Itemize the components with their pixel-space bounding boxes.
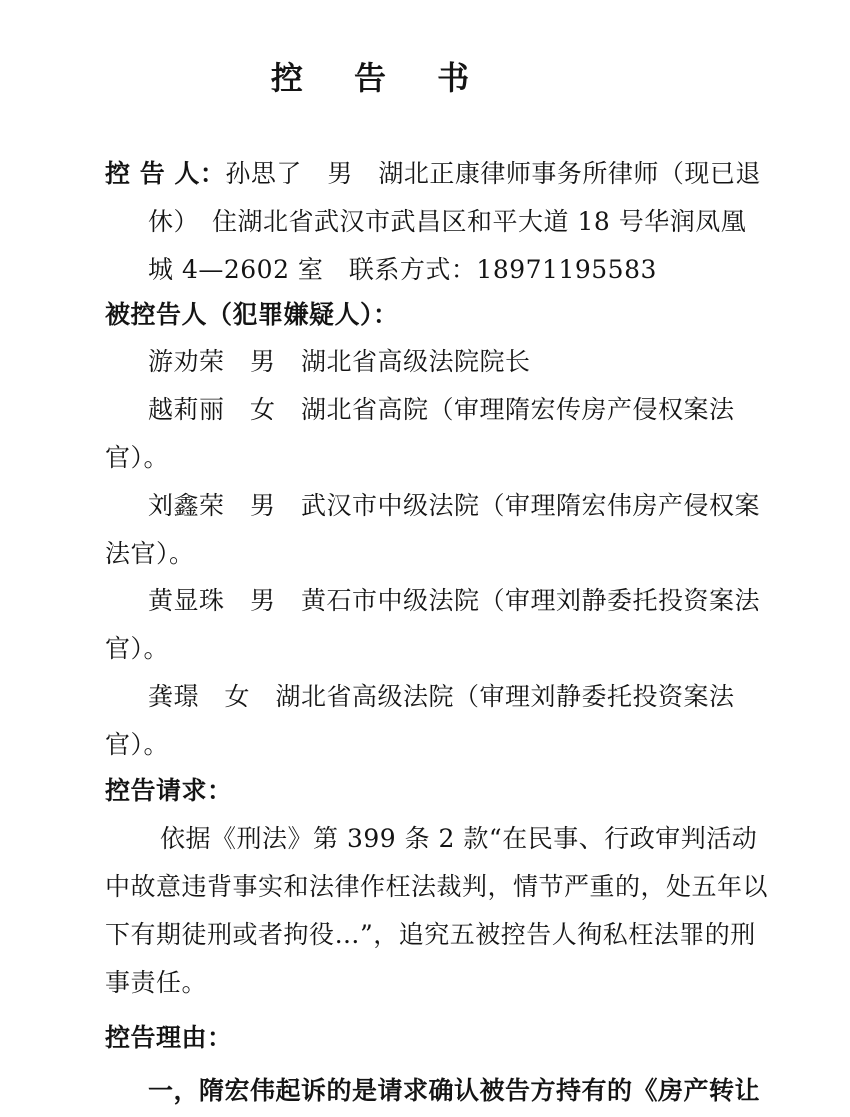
- reason-heading: 控告理由：: [105, 1023, 233, 1052]
- complainant-line-1: [105, 157, 761, 191]
- accused-5-line-1: 龚璟 女 湖北省高级法院（审理刘静委托投资案法: [148, 682, 735, 711]
- accused-3-line-2: 法官）。: [105, 539, 195, 568]
- complainant-info-1: 孙思了 男 湖北正康律师事务所律师（现已退: [225, 159, 761, 188]
- accused-3-line-1: 刘鑫荣 男 武汉市中级法院（审理隋宏伟房产侵权案: [148, 491, 761, 520]
- accused-2-line-2: 官）。: [105, 443, 170, 472]
- request-heading: 控告请求：: [105, 776, 233, 805]
- reason-line-1: 一，隋宏伟起诉的是请求确认被告方持有的《房产转让: [148, 1076, 761, 1105]
- request-line-1: 依据《刑法》第 399 条 2 款“在民事、行政审判活动: [160, 824, 758, 853]
- accused-5-line-2: 官）。: [105, 730, 170, 759]
- accused-2-line-1: 越莉丽 女 湖北省高院（审理隋宏传房产侵权案法: [148, 395, 735, 424]
- request-line-3: 下有期徒刑或者拘役…”，追究五被控告人徇私枉法罪的刑: [105, 920, 756, 949]
- complainant-info-3: 城 4—2602 室 联系方式：18971195583: [148, 255, 657, 284]
- accused-1-line-1: 游劝荣 男 湖北省高级法院院长: [148, 347, 531, 376]
- complainant-label: 控 告 人：: [105, 159, 226, 188]
- accused-heading: 被控告人（犯罪嫌疑人）：: [105, 300, 399, 329]
- request-line-4: 事责任。: [105, 968, 208, 997]
- complainant-info-2: 休） 住湖北省武汉市武昌区和平大道 18 号华润凤凰: [148, 207, 747, 236]
- document-title: 控 告 书: [270, 59, 490, 97]
- accused-4-line-2: 官）。: [105, 634, 170, 663]
- request-line-2: 中故意违背事实和法律作枉法裁判，情节严重的，处五年以: [105, 872, 769, 901]
- accused-4-line-1: 黄显珠 男 黄石市中级法院（审理刘静委托投资案法: [148, 586, 761, 615]
